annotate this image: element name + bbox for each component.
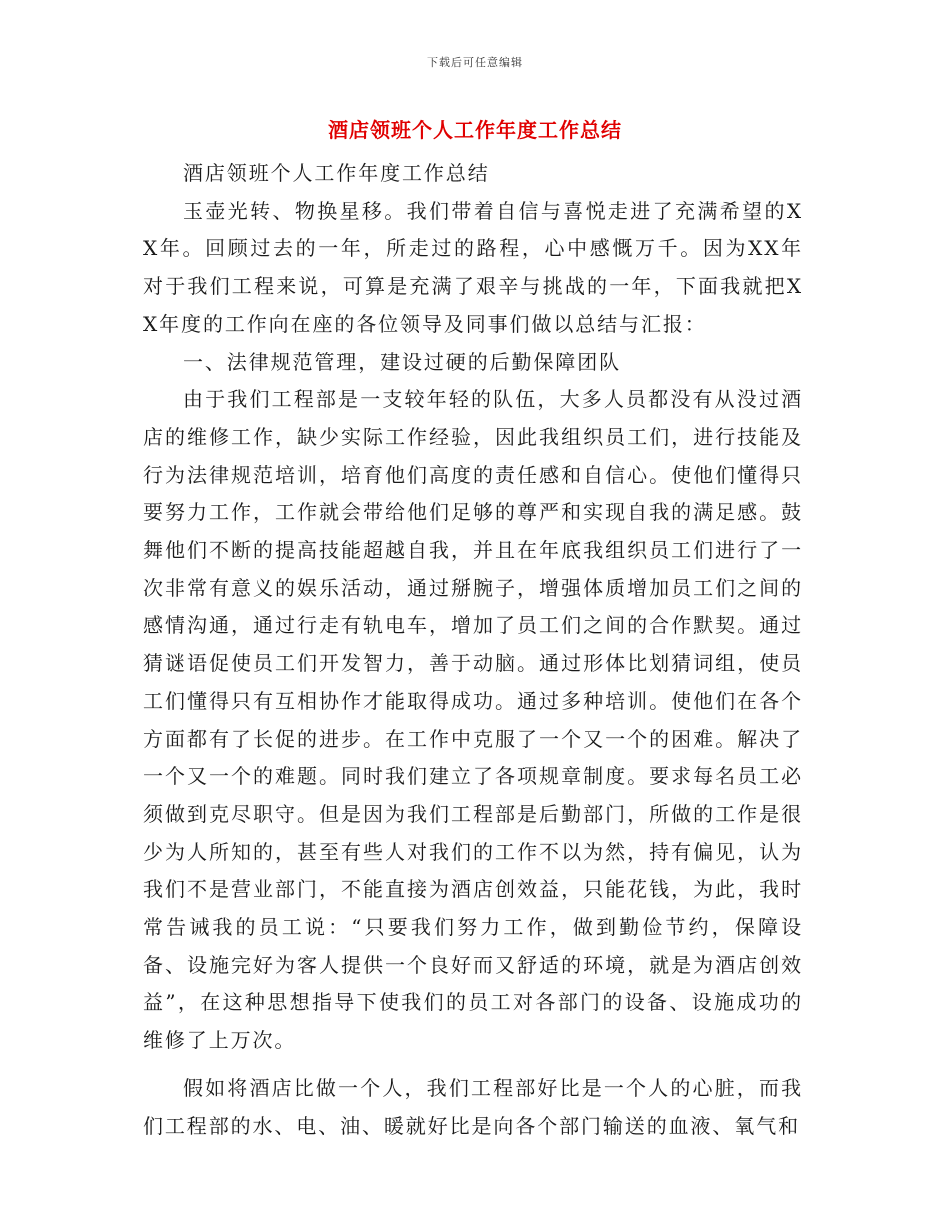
header-note: 下载后可任意编辑: [427, 56, 523, 69]
document-body: [143, 155, 803, 1145]
paragraph-analogy: 假如将酒店比做一个人，我们工程部好比是一个人的心脏，而我们工程部的水、电、油、暖就好比是向各个部门输送的血液、氧气和: [143, 1075, 803, 1138]
paragraph-subtitle: 酒店领班个人工作年度工作总结: [183, 161, 490, 185]
paragraph-intro: 玉壶光转、物换星移。我们带着自信与喜悦走进了充满希望的XX年。回顾过去的一年，所走过的路程，心中感慨万千。因为XX年对于我们工程来说，可算是充满了艰辛与挑战的一年，下面我就把XX年度的工作向在座的各位领导及同事们做以总结与汇报：: [143, 198, 803, 336]
document-title: 酒店领班个人工作年度工作总结: [328, 118, 622, 142]
paragraph-section-1: 由于我们工程部是一支较年轻的队伍，大多人员都没有从没过酒店的维修工作，缺少实际工作经验，因此我组织员工们，进行技能及行为法律规范培训，培育他们高度的责任感和自信心。使他们懂得只要努力工作，工作就会带给他们足够的尊严和实现自我的满足感。鼓舞他们不断的提高技能超越自我，并且在年底我组织员工们进行了一次非常有意义的娱乐活动，通过掰腕子，增强体质增加员工们之间的感情沟通，通过行走有轨电车，增加了员工们之间的合作默契。通过猜谜语促使员工们开发智力，善于动脑。通过形体比划猜词组，使员工们懂得只有互相协作才能取得成功。通过多种培训。使他们在各个方面都有了长促的进步。在工作中克服了一个又一个的困难。解决了一个又一个的难题。同时我们建立了各项规章制度。要求每名员工必须做到克尽职守。但是因为我们工程部是后勤部门，所做的工作是很少为人所知的，甚至有些人对我们的工作不以为然，持有偏见，认为我们不是营业部门，不能直接为酒店创效益，只能花钱，为此，我时常告诫我的员工说：“只要我们努力工作，做到勤俭节约，保障设备、设施完好为客人提供一个良好而又舒适的环境，就是为酒店创效益”，在这种思想指导下使我们的员工对各部门的设备、设施成功的维修了上万次。: [143, 387, 803, 1053]
section-heading-1: 一、法律规范管理，建设过硬的后勤保障团队: [183, 349, 621, 374]
